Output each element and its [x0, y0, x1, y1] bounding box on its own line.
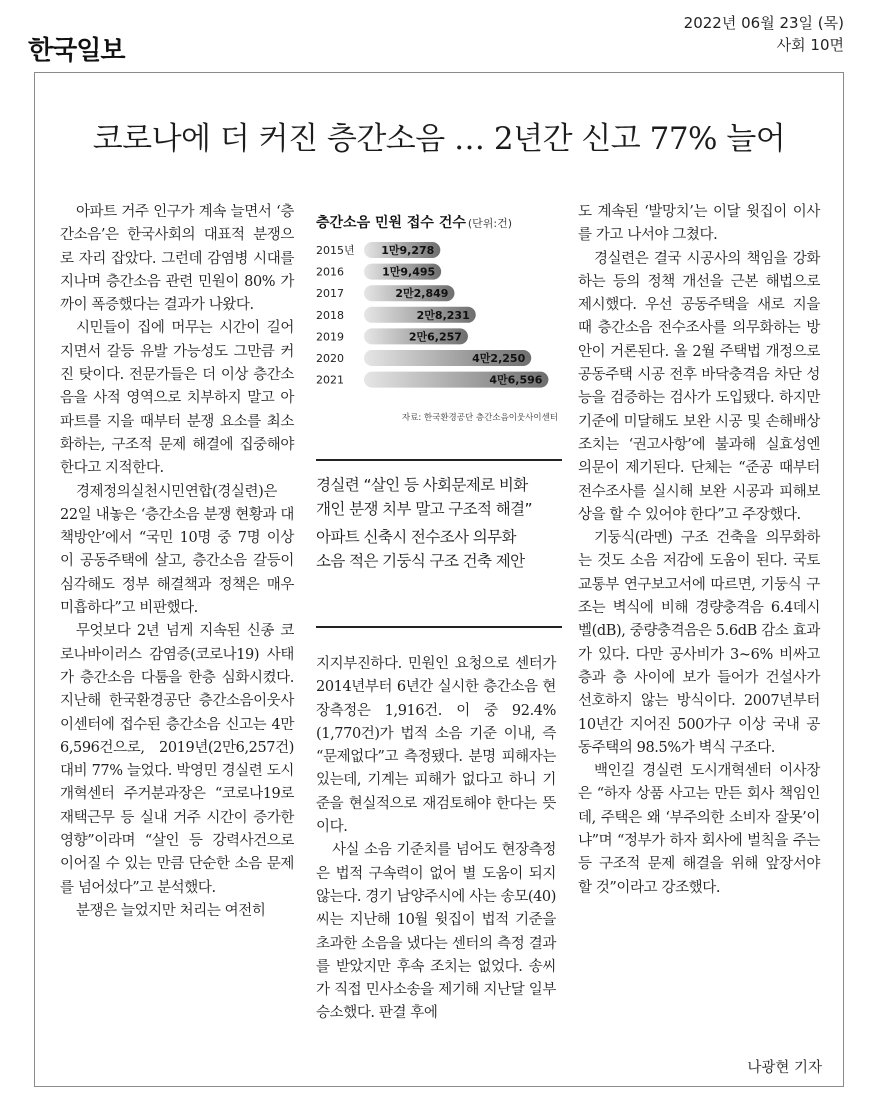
- article-headline: 코로나에 더 커진 층간소음 … 2년간 신고 77% 늘어: [92, 121, 786, 157]
- body-column-left: [60, 201, 294, 923]
- chart-value-label: 2만2,849: [395, 287, 449, 301]
- body-column-right: [578, 201, 820, 900]
- publish-date: 2022년 06월 23일 (목): [683, 14, 844, 32]
- chart-category-label: 2017: [316, 287, 344, 301]
- paragraph: 무엇보다 2년 넘게 지속된 신종 코로나바이러스 감염증(코로나19) 사태가 층간소음 다툼을 한층 심화시켰다. 지난해 한국환경공단 층간소음이웃사이센터에 접수된 층간소음 신고는 4만6,596건으로, 2019년(2만6,257건) 대비 77% 늘었다. 박영민 경실련 도시개혁센터 주거분과장은 “코로나19로 재택근무 등 실내 거주 시간이 증가한 영향”이라며 “살인 등 강력사건으로 이어질 수 있는 만큼 단순한 소음 문제를 넘어섰다”고 분석했다.: [60, 623, 294, 896]
- paragraph: 시민들이 집에 머무는 시간이 길어지면서 갈등 유발 가능성도 그만큼 커진 탓이다. 전문가들은 더 이상 층간소음을 사적 영역으로 치부하지 말고 아파트를 지을 때부터 분쟁 요소를 최소화하는, 구조적 문제 해결에 집중해야 한다고 지적한다.: [60, 320, 294, 477]
- chart-value-label: 2만6,257: [408, 330, 462, 344]
- paragraph: 백인길 경실련 도시개혁센터 이사장은 “하자 상품 사고는 만든 회사 책임인데, 주택은 왜 ‘부주의한 소비자 잘못’이냐”며 “정부가 하자 회사에 벌칙을 주는 등 구조적 문제 해결을 위해 앞장서야 할 것”이라고 강조했다.: [578, 763, 820, 896]
- body-column-middle: [316, 653, 556, 1026]
- chart-value-label: 1만9,495: [382, 265, 436, 279]
- byline: 나광현 기자: [747, 1060, 822, 1076]
- chart-category-label: 2015년: [316, 244, 355, 257]
- subhead-line: 경실련 “살인 등 사회문제로 비화: [316, 476, 528, 494]
- chart-category-label: 2020: [316, 352, 344, 365]
- chart-category-label: 2016: [316, 265, 344, 279]
- paragraph: 경실련은 결국 시공사의 책임을 강화하는 등의 정책 개선을 근본 해법으로 제시했다. 우선 공동주택을 새로 지을 때 층간소음 전수조사를 의무화하는 방안이 거론된다. 올 2월 주택법 개정으로 공동주택 시공 전후 바닥충격음 차단 성능을 검증하는 검사가 도입됐다. 하지만 기준에 미달해도 보완 시공 및 손해배상 조치는 ‘권고사항’에 불과해 실효성엔 의문이 제기된다. 단체는 “준공 때부터 전수조사를 실시해 보완 시공과 피해보상을 할 수 있어야 한다”고 주장했다.: [578, 250, 820, 523]
- chart-value-label: 4만6,596: [489, 373, 543, 387]
- paragraph: 기둥식(라멘) 구조 건축을 의무화하는 것도 소음 저감에 도움이 된다. 국토교통부 연구보고서에 따르면, 기둥식 구조는 벽식에 비해 경량충격음 6.4데시벨(dB), 중량충격음은 5.6dB 감소 효과가 있다. 다만 공사비가 3~6% 비싸고 층과 층 사이에 보가 들어가 건설사가 선호하지 않는 방식이다. 2007년부터 10년간 지어진 500가구 이상 국내 공동주택의 98.5%가 벽식 구조다.: [578, 530, 820, 756]
- chart-source: 자료: 한국환경공단 층간소음이웃사이센터: [401, 413, 558, 423]
- subhead-line: 개인 분쟁 치부 말고 구조적 해결”: [316, 500, 532, 518]
- subhead-bottom-rule: [316, 626, 562, 628]
- paragraph: 지지부진하다. 민원인 요청으로 센터가 2014년부터 6년간 실시한 층간소음 현장측정은 1,916건. 이 중 92.4%(1,770건)가 법적 소음 기준 이내, 즉 “문제없다”고 측정됐다. 분명 피해자는 있는데, 기계는 피해가 없다고 하니 기준을 현실적으로 재검토해야 한다는 뜻이다.: [316, 656, 556, 836]
- paragraph: 분쟁은 늘었지만 처리는 여전히: [75, 902, 266, 919]
- chart-value-label: 4만2,250: [472, 352, 526, 365]
- section-page: 사회 10면: [776, 36, 844, 54]
- chart-title: 층간소음 민원 접수 건수: [316, 215, 466, 231]
- chart-category-label: 2019: [316, 330, 344, 344]
- subheadlines: [316, 473, 566, 573]
- newspaper-masthead: 한국일보: [28, 36, 125, 66]
- chart-category-label: 2018: [316, 308, 344, 322]
- complaints-chart: [312, 200, 562, 430]
- paragraph: 사실 소음 기준치를 넘어도 현장측정은 법적 구속력이 없어 별 도움이 되지 않는다. 경기 남양주시에 사는 송모(40)씨는 지난해 10월 윗집이 법적 기준을 초과한 소음을 냈다는 센터의 측정 결과를 받았지만 후속 조치는 없었다. 송씨가 직접 민사소송을 제기해 지난달 일부 승소했다. 판결 후에: [316, 842, 556, 1022]
- chart-unit: (단위:건): [467, 217, 513, 230]
- dateline: [684, 12, 844, 56]
- chart-svg: [312, 200, 562, 430]
- paragraph: 도 계속된 ‘발망치’는 이달 윗집이 이사를 가고 나서야 그쳤다.: [578, 204, 820, 244]
- paragraph: 아파트 거주 인구가 계속 늘면서 ‘층간소음’은 한국사회의 대표적 분쟁으로 자리 잡았다. 그런데 감염병 시대를 지나며 층간소음 관련 민원이 80% 가까이 폭증했다는 결과가 나왔다.: [60, 204, 294, 314]
- subhead-line: 소음 적은 기둥식 구조 건축 제안: [316, 552, 525, 570]
- chart-category-label: 2021: [316, 373, 344, 387]
- chart-value-label: 2만8,231: [416, 308, 470, 322]
- chart-value-label: 1만9,278: [381, 244, 435, 257]
- subhead-top-rule: [316, 459, 562, 461]
- subhead-line: 아파트 신축시 전수조사 의무화: [316, 528, 516, 546]
- paragraph: 경제정의실천시민연합(경실련)은 22일 내놓은 ‘층간소음 분쟁 현황과 대책방안’에서 “국민 10명 중 7명 이상이 공동주택에 살고, 층간소음 갈등이 심각해도 정부 해결책과 정책은 매우 미흡하다”고 비판했다.: [60, 483, 294, 617]
